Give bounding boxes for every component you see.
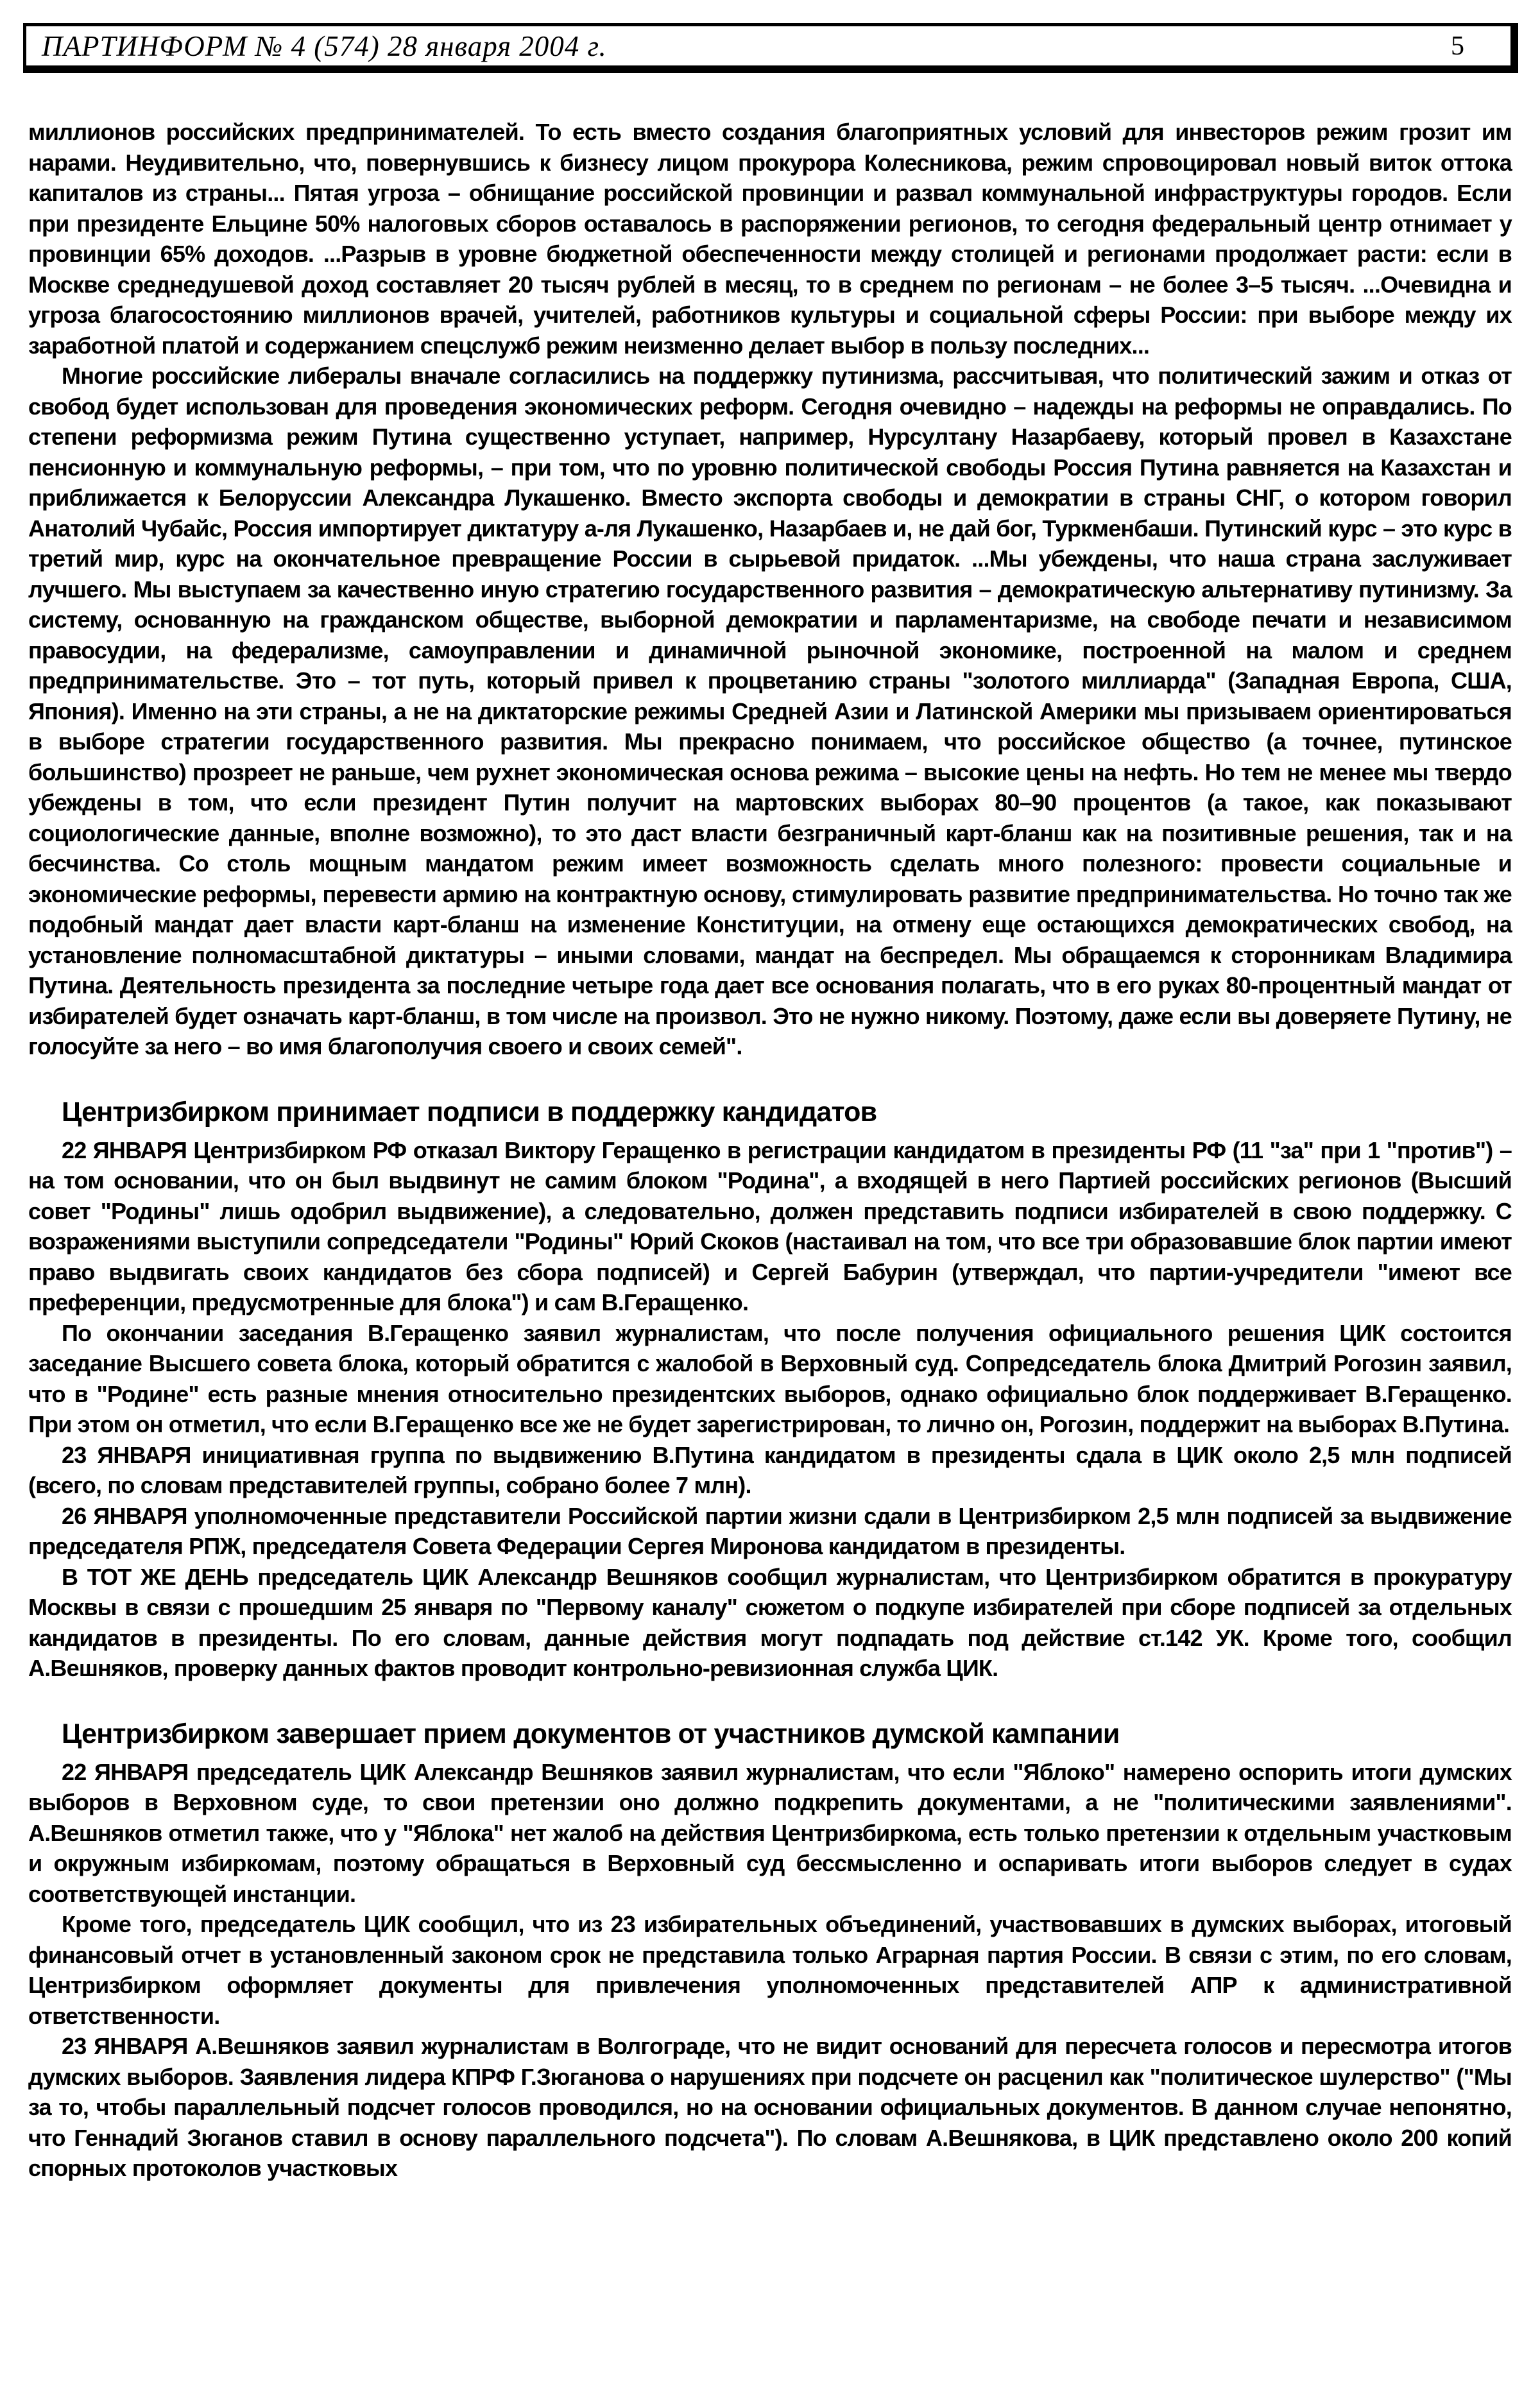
section-paragraph: 23 ЯНВАРЯ инициативная группа по выдвижению В.Путина кандидатом в президенты сдала в ЦИК около 2,5 млн подписей (всего, по словам представителей группы, собрано более 7 млн). (28, 1441, 1512, 1498)
section-paragraph: 26 ЯНВАРЯ уполномоченные представители Российской партии жизни сдали в Центризбирком 2,5 млн подписей за выдвижение председателя РПЖ, председателя Совета Федерации Сергея Миронова кандидатом в президенты. (28, 1502, 1512, 1559)
section-paragraph: 22 ЯНВАРЯ председатель ЦИК Александр Вешняков заявил журналистам, что если "Яблоко" намерено оспорить итоги думских выборов в Верховном суде, то свои претензии оно должно подкрепить документами, а не "политическими заявлениями". А.Вешняков отметил также, что у "Яблока" нет жалоб на действия Центризбиркома, есть только претензии к отдельным участковым и окружным избиркомам, поэтому обращаться в Верховный суд бессмысленно и оспаривать итоги выборов следует в судах соответствующей инстанции. (28, 1758, 1512, 1907)
section-heading: Центризбирком завершает прием документов от участников думской кампании (62, 1718, 1120, 1749)
masthead-box (23, 23, 1518, 73)
page-number: 5 (1451, 31, 1464, 61)
lead-article-paragraph: Многие российские либералы вначале согласились на поддержку путинизма, рассчитывая, что политический зажим и отказ от свобод будет использован для проведения экономических реформ. Сегодня очевидно – надежды на реформы не оправдались. По степени реформизма режим Путина существенно уступает, например, Нурсултану Назарбаеву, который провел в Казахстане пенсионную и коммунальную реформы, – при том, что по уровню политической свободы Россия Путина равняется на Казахстан и приближается к Белоруссии Александра Лукашенко. Вместо экспорта свободы и демократии в страны СНГ, о котором говорил Анатолий Чубайс, Россия импортирует диктатуру а-ля Лукашенко, Назарбаев и, не дай бог, Туркменбаши. Путинский курс – это курс в третий мир, курс на окончательное превращение России в сырьевой придаток. ...Мы убеждены, что наша страна заслуживает лучшего. Мы выступаем за качественно иную стратегию государственного развития – демократическую альтернативу путинизму. За систему, основанную на гражданском обществе, выборной демократии и парламентаризме, на свободе печати и независимом правосудии, на федерализме, самоуправлении и динамичной рыночной экономике, построенной на малом и среднем предпринимательстве. Это – тот путь, который привел к процветанию страны "золотого миллиарда" (Западная Европа, США, Япония). Именно на эти страны, а не на диктаторские режимы Средней Азии и Латинской Америки мы призываем ориентироваться в выборе стратегии государственного развития. Мы прекрасно понимаем, что российское общество (а точнее, путинское большинство) прозреет не раньше, чем рухнет экономическая основа режима – высокие цены на нефть. Но тем не менее мы твердо убеждены в том, что если президент Путин получит на мартовских выборах 80–90 процентов (а такое, как показывают социологические данные, вполне возможно), то это даст власти безграничный карт-бланш как на позитивные решения, так и на бесчинства. Со столь мощным мандатом режим имеет возможность сделать много полезного: провести социальные и экономические реформы, перевести армию на контрактную основу, стимулировать развитие предпринимательства. Но точно так же подобный мандат дает власти карт-бланш на изменение Конституции, на отмену еще остающихся демократических свобод, на установление полномасштабной диктатуры – иными словами, мандат на беспредел. Мы обращаемся к сторонникам Владимира Путина. Деятельность президента за последние четыре года дает все основания полагать, что в его руках 80-процентный мандат от избирателей будет означать карт-бланш, в том числе на произвол. Это не нужно никому. Поэтому, даже если вы доверяете Путину, не голосуйте за него – во имя благополучия своего и своих семей". (28, 363, 1512, 1059)
masthead-title: ПАРТИНФОРМ № 4 (574) 28 января 2004 г. (42, 30, 607, 62)
section-heading: Центризбирком принимает подписи в поддержку кандидатов (62, 1096, 877, 1127)
section-paragraph: В ТОТ ЖЕ ДЕНЬ председатель ЦИК Александр Вешняков сообщил журналистам, что Центризбирком обратится в прокуратуру Москвы в связи с прошедшим 25 января по "Первому каналу" сюжетом о подкупе избирателей при сборе подписей за отдельных кандидатов в президенты. По его словам, данные действия могут подпадать под действие ст.142 УК. Кроме того, сообщил А.Вешняков, проверку данных фактов проводит контрольно-ревизионная служба ЦИК. (28, 1563, 1512, 1681)
section-paragraph: По окончании заседания В.Геращенко заявил журналистам, что после получения официального решения ЦИК состоится заседание Высшего совета блока, который обратится с жалобой в Верховный суд. Сопредседатель блока Дмитрий Рогозин заявил, что в "Родине" есть разные мнения относительно президентских выборов, однако официально блок поддерживает В.Геращенко. При этом он отметил, что если В.Геращенко все же не будет зарегистрирован, то лично он, Рогозин, поддержит на выборах В.Путина. (28, 1319, 1512, 1437)
lead-article-paragraph: миллионов российских предпринимателей. То есть вместо создания благоприятных условий для инвесторов режим грозит им нарами. Неудивительно, что, повернувшись к бизнесу лицом прокурора Колесникова, режим спровоцировал новый виток оттока капиталов из страны... Пятая угроза – обнищание российской провинции и развал коммунальной инфраструктуры городов. Если при президенте Ельцине 50% налоговых сборов оставалось в распоряжении регионов, то сегодня федеральный центр отнимает у провинции 65% доходов. ...Разрыв в уровне бюджетной обеспеченности между столицей и регионами продолжает расти: если в Москве среднедушевой доход составляет 20 тысяч рублей в месяц, то в среднем по регионам – не более 3–5 тысяч. ...Очевидна и угроза благосостоянию миллионов врачей, учителей, работников культуры и социальной сферы России: при выборе между их заработной платой и содержанием спецслужб режим неизменно делает выбор в пользу последних... (28, 119, 1512, 359)
page-body (28, 117, 1512, 2184)
section-paragraph: 22 ЯНВАРЯ Центризбирком РФ отказал Виктору Геращенко в регистрации кандидатом в президенты РФ (11 "за" при 1 "против") – на том основании, что он был выдвинут не самим блоком "Родина", а входящей в него Партией российских регионов (Высший совет "Родины" лишь одобрил выдвижение), а следовательно, должен представить подписи избирателей в свою поддержку. С возражениями выступили сопредседатели "Родины" Юрий Скоков (настаивал на том, что все три образовавшие блок партии имеют право выдвигать своих кандидатов без сбора подписей) и Сергей Бабурин (утверждал, что партии-учредители "имеют все преференции, предусмотренные для блока") и сам В.Геращенко. (28, 1136, 1512, 1315)
section-paragraph: 23 ЯНВАРЯ А.Вешняков заявил журналистам в Волгограде, что не видит оснований для пересчета голосов и пересмотра итогов думских выборов. Заявления лидера КПРФ Г.Зюганова о нарушениях при подсчете он расценил как "политическое шулерство" ("Мы за то, чтобы параллельный подсчет голосов проводился, но на основании официальных документов. В данном случае непонятно, что Геннадий Зюганов ставил в основу параллельного подсчета"). По словам А.Вешнякова, в ЦИК представлено около 200 копий спорных протоколов участковых (28, 2033, 1512, 2181)
section-paragraph: Кроме того, председатель ЦИК сообщил, что из 23 избирательных объединений, участвовавших в думских выборах, итоговый финансовый отчет в установленный законом срок не представила только Аграрная партия России. В связи с этим, по его словам, Центризбирком оформляет документы для привлечения уполномоченных представителей АПР к административной ответственности. (28, 1911, 1512, 2029)
